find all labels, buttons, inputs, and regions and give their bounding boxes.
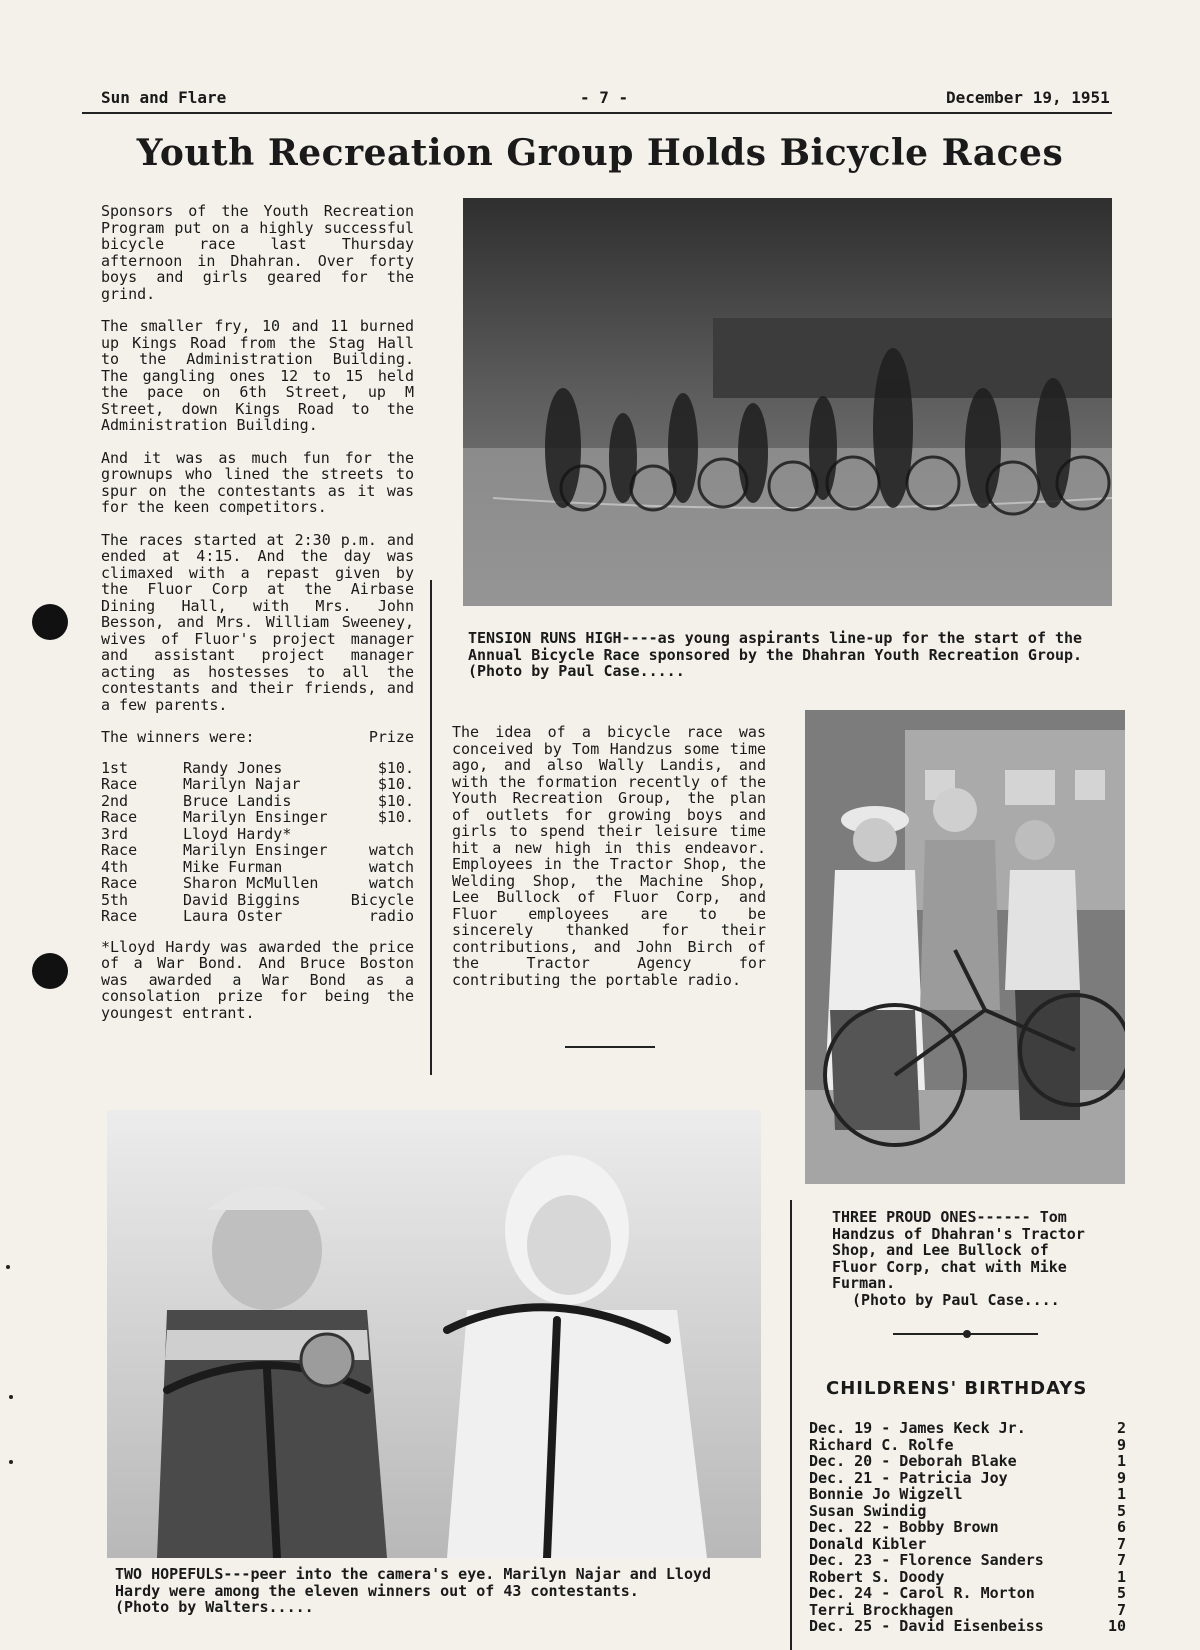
three-proud-ones-credit: (Photo by Paul Case.... bbox=[852, 1291, 1060, 1309]
winner-name: Marilyn Najar bbox=[183, 775, 301, 793]
birthdays-heading: CHILDRENS' BIRTHDAYS bbox=[826, 1378, 1088, 1399]
winner-row bbox=[101, 908, 414, 925]
birthday-age: 5 bbox=[1116, 1501, 1126, 1520]
birthday-age: 1 bbox=[1116, 1485, 1126, 1503]
birthday-entry bbox=[809, 1585, 1126, 1602]
winner-prize: $10. bbox=[377, 758, 414, 777]
winner-place: 1st bbox=[101, 758, 129, 777]
winners-heading: The winners were: bbox=[101, 728, 255, 746]
winner-row bbox=[101, 760, 414, 777]
birthday-age: 9 bbox=[1116, 1468, 1126, 1487]
winner-place: Race bbox=[101, 907, 138, 925]
birthday-name: Donald Kibler bbox=[809, 1534, 927, 1553]
winner-prize: watch bbox=[368, 874, 414, 892]
winner-name: Mike Furman bbox=[183, 857, 283, 876]
margin-mark bbox=[9, 1395, 13, 1399]
birthday-entry bbox=[809, 1437, 1126, 1454]
winners-table bbox=[101, 760, 414, 925]
winner-prize: $10. bbox=[377, 791, 414, 810]
birthday-entry bbox=[809, 1552, 1126, 1569]
winner-place: Race bbox=[101, 808, 138, 826]
article-paragraph: The races started at 2:30 p.m. and ended at 4:15. And the day was climaxed with a repast given by the Fluor Corp at the Airbase Dining Hall, with Mrs. John Besson, and Mrs. William Sweeney, wives of Fluor's project manager and assistant project manager acting as hostesses to all the contestants and their friends, and a few parents. bbox=[101, 530, 414, 714]
winner-row bbox=[101, 859, 414, 876]
two-hopefuls-photo bbox=[107, 1110, 761, 1558]
winner-name: Randy Jones bbox=[183, 758, 283, 777]
birthday-entry bbox=[809, 1503, 1126, 1520]
winner-place: Race bbox=[101, 874, 138, 892]
birthday-age: 6 bbox=[1116, 1518, 1126, 1536]
birthday-name: Dec. 23 - Florence Sanders bbox=[809, 1551, 1044, 1569]
winner-place: Race bbox=[101, 841, 138, 859]
winner-name: Marilyn Ensinger bbox=[183, 808, 328, 826]
winner-row bbox=[101, 776, 414, 793]
birthday-age: 7 bbox=[1116, 1551, 1126, 1569]
article-end-rule bbox=[565, 1046, 655, 1048]
winner-prize: radio bbox=[368, 907, 414, 925]
birthday-entry bbox=[809, 1618, 1126, 1635]
winner-row bbox=[101, 826, 414, 843]
three-proud-ones-photo bbox=[805, 710, 1125, 1184]
winner-prize: $10. bbox=[377, 775, 414, 793]
birthday-name: Bonnie Jo Wigzell bbox=[809, 1485, 963, 1503]
winner-prize: Bicycle bbox=[350, 890, 414, 909]
birthday-age: 9 bbox=[1116, 1435, 1126, 1454]
winner-name: David Biggins bbox=[183, 890, 301, 909]
winner-prize: $10. bbox=[377, 808, 414, 826]
birthday-name: Dec. 24 - Carol R. Morton bbox=[809, 1584, 1035, 1602]
article-left-column bbox=[101, 203, 414, 1037]
winner-name: Lloyd Hardy* bbox=[183, 824, 292, 843]
right-column-rule bbox=[790, 1200, 792, 1650]
lineup-photo-caption: TENSION RUNS HIGH----as young aspirants line-up for the start of the Annual Bicycle Race sponsored by the Dhahran Youth Recreation Group. (Photo by Paul Case..... bbox=[468, 629, 1173, 680]
issue-date: December 19, 1951 bbox=[946, 88, 1110, 107]
winner-place: 4th bbox=[101, 857, 129, 876]
birthday-entry bbox=[809, 1470, 1126, 1487]
binder-hole bbox=[32, 604, 68, 640]
winner-name: Bruce Landis bbox=[183, 791, 292, 810]
three-proud-ones-caption: THREE PROUD ONES------ Tom Handzus of Dhahran's Tractor Shop, and Lee Bullock of Fluor Corp, chat with Mike Furman. bbox=[832, 1208, 1085, 1292]
birthdays-list bbox=[809, 1420, 1126, 1635]
winners-heading-row bbox=[101, 729, 414, 746]
divider-dot bbox=[963, 1330, 971, 1338]
winner-prize bbox=[344, 826, 414, 843]
publication-name: Sun and Flare bbox=[101, 88, 227, 107]
winner-place: Race bbox=[101, 775, 138, 793]
winner-prize: watch bbox=[368, 841, 414, 859]
birthday-name: Dec. 25 - David Eisenbeiss bbox=[809, 1617, 1044, 1635]
winners-footnote: *Lloyd Hardy was awarded the price of a War Bond. And Bruce Boston was awarded a War Bond as a consolation prize for being the youngest entrant. bbox=[101, 937, 414, 1022]
birthday-age: 7 bbox=[1116, 1534, 1126, 1553]
margin-mark bbox=[6, 1265, 10, 1269]
birthday-age: 7 bbox=[1116, 1600, 1126, 1619]
winner-place: 5th bbox=[101, 890, 129, 909]
winner-row bbox=[101, 793, 414, 810]
winner-name: Laura Oster bbox=[183, 907, 283, 925]
binder-hole bbox=[32, 953, 68, 989]
article-paragraph: Sponsors of the Youth Recreation Program put on a highly successful bicycle race last Thursday afternoon in Dhahran. Over forty boys and girls geared for the grind. bbox=[101, 202, 414, 303]
birthday-entry bbox=[809, 1453, 1126, 1470]
two-hopefuls-caption: TWO HOPEFULS---peer into the camera's eye. Marilyn Najar and Lloyd Hardy were among the eleven winners out of 43 contestants. (Photo by Walters..... bbox=[115, 1565, 748, 1616]
article-paragraph: And it was as much fun for the grownups who lined the streets to spur on the contestants as it was for the keen competitors. bbox=[101, 448, 414, 516]
birthday-name: Richard C. Rolfe bbox=[809, 1435, 954, 1454]
winner-row bbox=[101, 809, 414, 826]
winner-row bbox=[101, 842, 414, 859]
page-number: - 7 - bbox=[580, 88, 629, 107]
winner-name: Marilyn Ensinger bbox=[183, 841, 328, 859]
winner-prize: watch bbox=[368, 857, 414, 876]
birthday-entry bbox=[809, 1420, 1126, 1437]
winners-prize-heading: Prize bbox=[368, 728, 414, 746]
header-rule bbox=[82, 112, 1112, 114]
winner-row bbox=[101, 875, 414, 892]
winner-place: 3rd bbox=[101, 824, 129, 843]
birthday-name: Dec. 19 - James Keck Jr. bbox=[809, 1419, 1026, 1437]
birthday-name: Susan Swindig bbox=[809, 1501, 927, 1520]
birthday-entry bbox=[809, 1536, 1126, 1553]
birthday-name: Robert S. Doody bbox=[809, 1567, 945, 1586]
birthday-age: 2 bbox=[1116, 1419, 1126, 1437]
birthday-entry bbox=[809, 1569, 1126, 1586]
birthday-name: Terri Brockhagen bbox=[809, 1600, 954, 1619]
column-rule bbox=[430, 580, 432, 1075]
winner-row bbox=[101, 892, 414, 909]
margin-mark bbox=[9, 1460, 13, 1464]
bicycle-lineup-photo bbox=[463, 198, 1112, 606]
article-paragraph: The smaller fry, 10 and 11 burned up Kings Road from the Stag Hall to the Administration Building. The gangling ones 12 to 15 held the pace on 6th Street, up M Street, down Kings Road to the Administration Building. bbox=[101, 317, 414, 434]
birthday-entry bbox=[809, 1486, 1126, 1503]
birthday-entry bbox=[809, 1602, 1126, 1619]
winner-name: Sharon McMullen bbox=[183, 874, 319, 892]
birthday-name: Dec. 21 - Patricia Joy bbox=[809, 1468, 1008, 1487]
birthday-age: 10 bbox=[1107, 1617, 1126, 1635]
birthday-age: 1 bbox=[1116, 1567, 1126, 1586]
birthday-name: Dec. 22 - Bobby Brown bbox=[809, 1518, 999, 1536]
birthday-age: 1 bbox=[1116, 1452, 1126, 1470]
birthday-entry bbox=[809, 1519, 1126, 1536]
middle-article: The idea of a bicycle race was conceived by Tom Handzus some time ago, and also Wally Landis, and with the formation recently of the Youth Recreation Group, the plan of outlets for growing boys and girls to spend their leisure time hit a new high in this endeavor. Employees in the Tractor Shop, the Welding Shop, the Machine Shop, Lee Bullock of Fluor Corp, and Fluor employees are to be sincerely thanked for their contributions, and John Birch of the Tractor Agency for contributing the portable radio. bbox=[452, 723, 766, 989]
birthday-age: 5 bbox=[1116, 1584, 1126, 1602]
headline: Youth Recreation Group Holds Bicycle Races bbox=[136, 132, 1064, 174]
winner-place: 2nd bbox=[101, 791, 129, 810]
birthday-name: Dec. 20 - Deborah Blake bbox=[809, 1452, 1017, 1470]
